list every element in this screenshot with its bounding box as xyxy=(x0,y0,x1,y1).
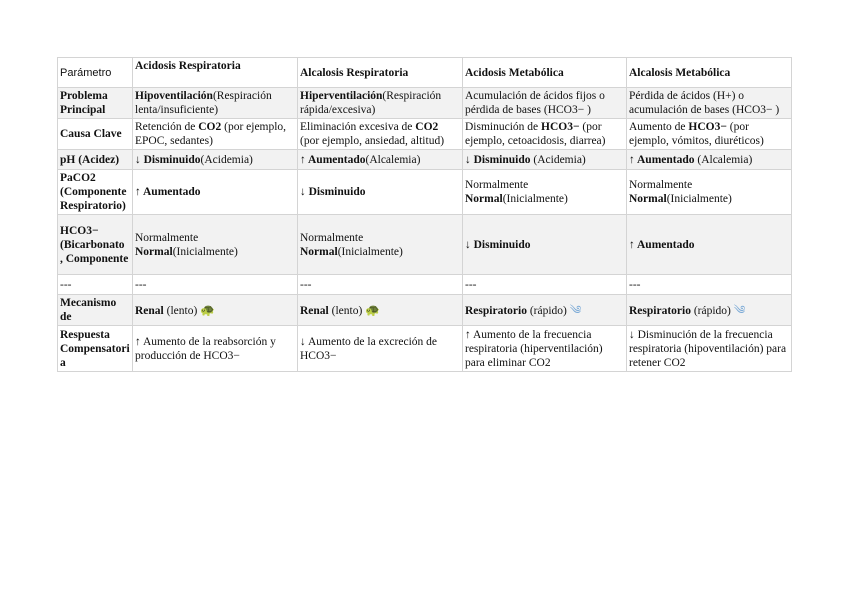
cell-bold: CO2 xyxy=(415,121,439,133)
row-label: Mecanismo de xyxy=(58,295,133,326)
cell-bold: HCO3− xyxy=(541,121,580,133)
cell-bold: Renal xyxy=(135,304,164,317)
cell-text: Normalmente xyxy=(300,231,364,244)
cell-text: Retención de xyxy=(135,121,199,133)
cell-bold: Hiperventilación xyxy=(300,90,383,102)
cell-bold: ↑ Aumentado xyxy=(629,153,695,166)
cell-hco3-c4 xyxy=(627,215,792,275)
cell-text: (por ejemplo, vómitos, diuréticos) xyxy=(629,121,764,147)
row-respuesta xyxy=(58,326,792,372)
cell-bold: Normal xyxy=(465,193,503,205)
cell-bold: Respiratorio xyxy=(629,304,691,317)
cell-bold: Normal xyxy=(300,245,338,258)
cell-bold: HCO3− xyxy=(688,121,727,133)
cell-mecanismo-c1 xyxy=(133,295,298,326)
cell-text: (Acidemia) xyxy=(200,153,253,166)
cell-bold: Respiratorio xyxy=(465,304,527,317)
cell-respuesta-c2: ↓ Aumento de la excreción de HCO3− xyxy=(298,326,463,372)
row-label: PaCO2 (Componente Respiratorio) xyxy=(58,170,133,215)
wind-icon: ༄ xyxy=(569,302,582,317)
row-label: Causa Clave xyxy=(58,119,133,150)
cell-text: (Inicialmente) xyxy=(502,193,568,205)
cell-hco3-c1 xyxy=(133,215,298,275)
wind-icon: ༄ xyxy=(733,302,746,317)
cell-bold: ↑ Aumentado xyxy=(300,153,366,166)
cell-text: (lento) xyxy=(163,304,201,317)
cell-causa-c1 xyxy=(133,119,298,150)
cell-text: Aumento de xyxy=(629,121,689,133)
cell-bold: CO2 xyxy=(198,121,222,133)
row-label: Respuesta Compensatoria xyxy=(58,326,133,372)
cell-text: Disminución de xyxy=(465,121,542,133)
cell-mecanismo-c4 xyxy=(627,295,792,326)
row-hco3 xyxy=(58,215,792,275)
cell-text: Normalmente xyxy=(629,179,693,191)
header-alcalosis-respiratoria: Alcalosis Respiratoria xyxy=(298,58,463,88)
cell-bold: Hipoventilación xyxy=(135,90,213,102)
sep-cell: --- xyxy=(627,275,792,295)
header-acidosis-metabolica: Acidosis Metabólica xyxy=(463,58,627,88)
cell-text: (Alcalemia) xyxy=(694,153,753,166)
cell-bold: ↑ Aumentado xyxy=(135,186,201,198)
cell-bold: ↓ Disminuido xyxy=(135,153,201,166)
cell-respuesta-c1: ↑ Aumento de la reabsorción y producción de HCO3− xyxy=(133,326,298,372)
cell-respuesta-c4: ↓ Disminución de la frecuencia respiratoria (hipoventilación) para retener CO2 xyxy=(627,326,792,372)
cell-problema-c4: Pérdida de ácidos (H+) o acumulación de bases (HCO3− ) xyxy=(627,88,792,119)
cell-bold: ↓ Disminuido xyxy=(300,186,366,198)
cell-causa-c3 xyxy=(463,119,627,150)
sep-cell: --- xyxy=(133,275,298,295)
cell-text: Eliminación excesiva de xyxy=(300,121,416,133)
cell-mecanismo-c3 xyxy=(463,295,627,326)
cell-text: (Inicialmente) xyxy=(172,245,238,258)
cell-mecanismo-c2 xyxy=(298,295,463,326)
cell-bold: ↑ Aumentado xyxy=(629,238,695,251)
row-separator xyxy=(58,275,792,295)
cell-text: Normalmente xyxy=(465,179,529,191)
cell-ph-c1 xyxy=(133,150,298,170)
row-problema-principal xyxy=(58,88,792,119)
cell-text: (rápido) xyxy=(526,304,570,317)
row-paco2 xyxy=(58,170,792,215)
cell-bold: Normal xyxy=(629,193,667,205)
cell-text: (por ejemplo, EPOC, sedantes) xyxy=(135,121,287,147)
cell-bold: Renal xyxy=(300,304,329,317)
row-ph xyxy=(58,150,792,170)
cell-respuesta-c3: ↑ Aumento de la frecuencia respiratoria (hiperventilación) para eliminar CO2 xyxy=(463,326,627,372)
cell-text: (lento) xyxy=(328,304,366,317)
cell-hco3-c3 xyxy=(463,215,627,275)
sep-cell: --- xyxy=(58,275,133,295)
row-mecanismo xyxy=(58,295,792,326)
cell-text: (Inicialmente) xyxy=(337,245,403,258)
cell-problema-c1 xyxy=(133,88,298,119)
header-alcalosis-metabolica: Alcalosis Metabólica xyxy=(627,58,792,88)
cell-text: Normalmente xyxy=(135,231,199,244)
cell-ph-c4 xyxy=(627,150,792,170)
row-label: HCO3− (Bicarbonato , Componente xyxy=(58,215,133,275)
cell-problema-c2 xyxy=(298,88,463,119)
acid-base-table xyxy=(57,57,792,372)
header-param: Parámetro xyxy=(58,58,133,88)
cell-ph-c3 xyxy=(463,150,627,170)
cell-text: (por ejemplo, ansiedad, altitud) xyxy=(300,135,445,147)
cell-text: (rápido) xyxy=(690,304,734,317)
cell-hco3-c2 xyxy=(298,215,463,275)
cell-text: (Respiración rápida/excesiva) xyxy=(300,90,442,116)
cell-text: (Respiración lenta/insuficiente) xyxy=(135,90,272,116)
cell-bold: Normal xyxy=(135,245,173,258)
sep-cell: --- xyxy=(463,275,627,295)
cell-paco2-c2 xyxy=(298,170,463,215)
cell-ph-c2 xyxy=(298,150,463,170)
cell-causa-c4 xyxy=(627,119,792,150)
row-label: pH (Acidez) xyxy=(58,150,133,170)
cell-text: (Alcalemia) xyxy=(365,153,421,166)
cell-paco2-c4 xyxy=(627,170,792,215)
cell-paco2-c3 xyxy=(463,170,627,215)
sep-cell: --- xyxy=(298,275,463,295)
turtle-icon: 🐢 xyxy=(365,302,381,317)
cell-bold: ↓ Disminuido xyxy=(465,153,531,166)
turtle-icon: 🐢 xyxy=(200,302,216,317)
header-row xyxy=(58,58,792,88)
cell-causa-c2 xyxy=(298,119,463,150)
row-label: Problema Principal xyxy=(58,88,133,119)
cell-bold: ↓ Disminuido xyxy=(465,238,531,251)
cell-problema-c3: Acumulación de ácidos fijos o pérdida de bases (HCO3− ) xyxy=(463,88,627,119)
cell-text: (Inicialmente) xyxy=(666,193,732,205)
cell-paco2-c1 xyxy=(133,170,298,215)
cell-text: (por ejemplo, cetoacidosis, diarrea) xyxy=(465,121,606,147)
row-causa-clave xyxy=(58,119,792,150)
cell-text: (Acidemia) xyxy=(530,153,586,166)
header-acidosis-respiratoria: Acidosis Respiratoria xyxy=(133,58,298,88)
